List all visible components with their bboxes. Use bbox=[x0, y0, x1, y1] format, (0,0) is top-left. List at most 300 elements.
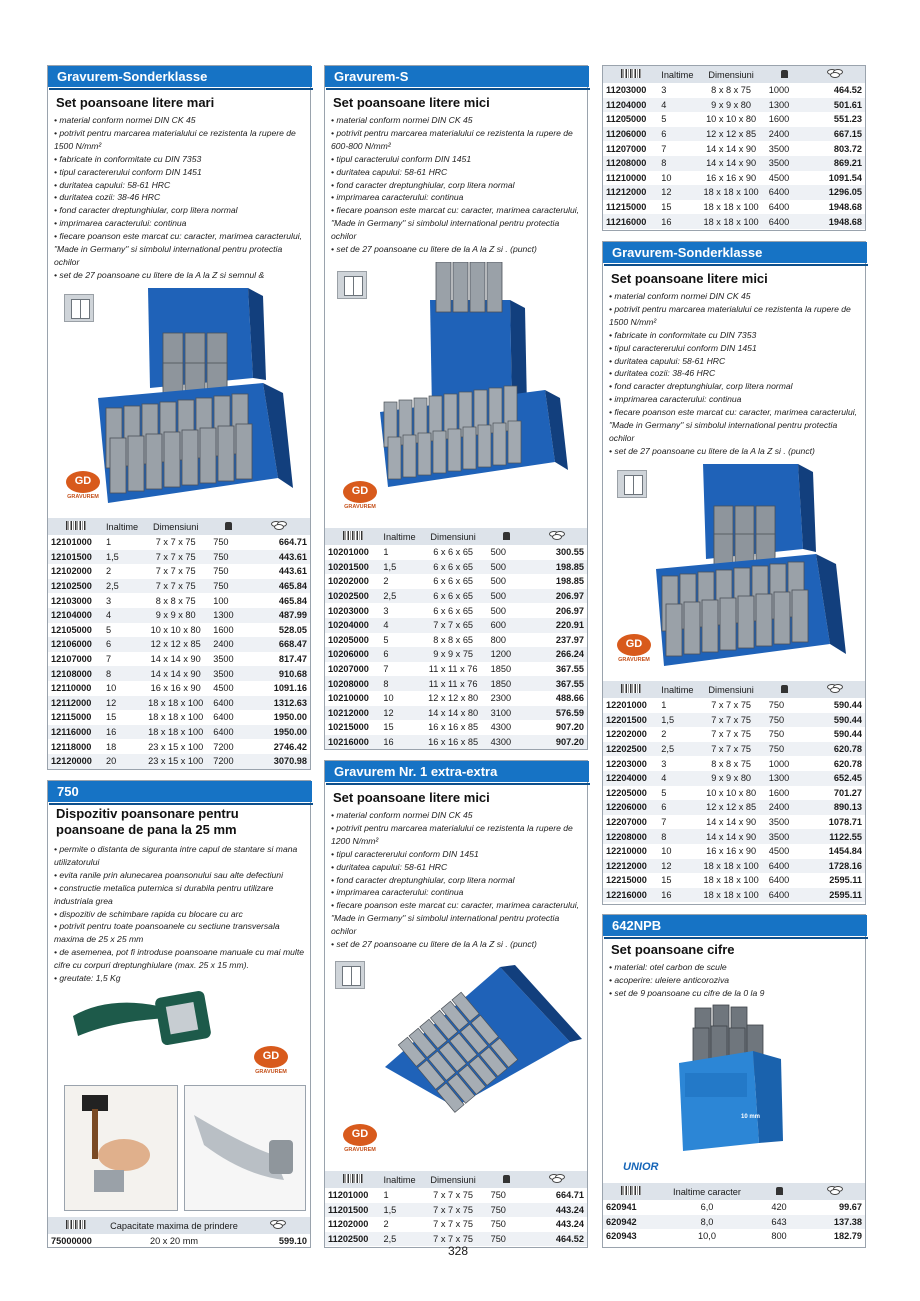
weight-value: 1300 bbox=[766, 98, 803, 113]
product-code: 12101000 bbox=[51, 537, 92, 548]
feature-item: • tipul caractererului conform DIN 1451 bbox=[331, 848, 479, 859]
weight-value: 6400 bbox=[213, 712, 234, 723]
product-code: 11204000 bbox=[603, 98, 658, 113]
feature-item: • set de 9 poansoane cu cifre de la 0 la 9 bbox=[609, 987, 765, 998]
height-value: 7 bbox=[106, 654, 112, 665]
barcode-icon bbox=[343, 1174, 363, 1183]
product-code: 10208000 bbox=[325, 676, 380, 691]
height-value: 1,5 bbox=[380, 560, 418, 575]
section-header: Gravurem-S bbox=[325, 66, 589, 87]
feature-list bbox=[609, 961, 859, 1000]
height-value: 1,5 bbox=[380, 1203, 418, 1218]
dimensions-column-header: Dimensiuni bbox=[696, 66, 765, 83]
page-number: 328 bbox=[448, 1244, 469, 1258]
height-value: 20 bbox=[103, 754, 141, 769]
feature-item: • potrivit pentru marcarea materialului ce rezistenta la rupere de 600-800 N/mm² bbox=[331, 127, 573, 151]
dimensions-value: 12 x 12 x 85 bbox=[696, 127, 765, 142]
product-code: 12205000 bbox=[606, 787, 647, 798]
product-photo-punch-set bbox=[370, 262, 580, 497]
height-value: 10 bbox=[106, 683, 117, 694]
weight-value: 2400 bbox=[766, 127, 803, 142]
table-row bbox=[325, 1217, 587, 1232]
product-code: 12112000 bbox=[48, 696, 103, 711]
dimensions-value: 18 x 18 x 100 bbox=[141, 725, 210, 740]
price-value: 300.55 bbox=[555, 547, 584, 558]
weight-value: 750 bbox=[213, 566, 229, 577]
height-value: 2,5 bbox=[103, 579, 141, 594]
dimensions-value: 6 x 6 x 65 bbox=[433, 576, 474, 587]
price-value: 890.13 bbox=[803, 800, 865, 815]
feature-item: • imprimarea caracterului: continua bbox=[331, 192, 464, 203]
weight-column-header bbox=[488, 528, 525, 545]
weight-icon bbox=[781, 685, 788, 693]
usage-photo-hammer bbox=[64, 1085, 178, 1211]
dimensions-value: 12 x 12 x 85 bbox=[696, 800, 765, 815]
price-value: 488.66 bbox=[555, 693, 584, 704]
price-value: 803.72 bbox=[833, 143, 862, 154]
product-title: Set poansoane litere mici bbox=[611, 271, 768, 286]
feature-item: • material: otel carbon de scule bbox=[609, 962, 727, 972]
weight-value: 6400 bbox=[210, 725, 247, 740]
dimensions-column-header: Dimensiuni bbox=[696, 681, 765, 698]
weight-icon bbox=[776, 1187, 783, 1195]
price-value: 137.38 bbox=[803, 1215, 865, 1230]
price-value: 2746.42 bbox=[273, 741, 307, 752]
weight-value: 750 bbox=[488, 1232, 525, 1247]
product-photo-punch-holder bbox=[68, 976, 268, 1066]
product-code: 12107000 bbox=[51, 654, 92, 665]
product-code: 10207000 bbox=[328, 664, 369, 675]
weight-value: 4300 bbox=[488, 735, 525, 750]
price-value: 576.59 bbox=[525, 706, 587, 721]
coins-icon bbox=[545, 531, 567, 540]
feature-item: • potrivit pentru marcarea materialului ce rezistenta la rupere de 1500 N/mm² bbox=[54, 127, 296, 151]
product-code: 12203000 bbox=[606, 758, 647, 769]
height-value: 16 bbox=[658, 214, 696, 229]
weight-value: 750 bbox=[490, 1190, 506, 1201]
height-value: 2,5 bbox=[380, 589, 418, 604]
table-row bbox=[603, 156, 865, 171]
product-photo-digit-set bbox=[673, 1003, 793, 1153]
price-value: 599.10 bbox=[278, 1236, 307, 1247]
weight-value: 500 bbox=[490, 576, 507, 587]
feature-item: • set de 27 poansoane cu litere de la A la Z si . (punct) bbox=[609, 445, 815, 456]
table-row bbox=[325, 603, 587, 618]
coins-icon bbox=[266, 1220, 288, 1229]
weight-value: 750 bbox=[210, 550, 247, 565]
feature-item: • set de 27 poansoane cu litere de la A la Z si . (punct) bbox=[331, 939, 537, 950]
product-code: 620942 bbox=[603, 1215, 659, 1230]
price-value: 1728.16 bbox=[803, 859, 865, 874]
table-row bbox=[325, 720, 587, 735]
weight-value: 800 bbox=[490, 634, 507, 645]
product-code: 12216000 bbox=[603, 888, 658, 903]
barcode-icon bbox=[621, 69, 641, 78]
weight-value: 1200 bbox=[488, 647, 525, 662]
table-row bbox=[325, 618, 587, 633]
gravurem-logo: GD GRAVUREM bbox=[60, 471, 106, 500]
product-code: 11212000 bbox=[603, 185, 658, 200]
weight-value: 750 bbox=[488, 1203, 525, 1218]
table-row bbox=[325, 647, 587, 662]
price-value: 907.20 bbox=[525, 735, 587, 750]
weight-value: 750 bbox=[768, 700, 785, 711]
price-value: 198.85 bbox=[555, 576, 584, 587]
price-value: 664.71 bbox=[278, 537, 307, 548]
character-height-value: 10,0 bbox=[698, 1231, 716, 1242]
table-row bbox=[48, 666, 310, 681]
dimensions-value: 18 x 18 x 100 bbox=[148, 712, 204, 723]
product-code: 11208000 bbox=[603, 156, 658, 171]
table-row bbox=[48, 637, 310, 652]
table-row bbox=[603, 141, 865, 156]
price-value: 652.45 bbox=[803, 771, 865, 786]
height-value: 18 bbox=[106, 741, 117, 752]
dimensions-value: 16 x 16 x 90 bbox=[150, 683, 201, 694]
product-code: 12207000 bbox=[606, 817, 647, 828]
dimensions-value: 11 x 11 x 76 bbox=[428, 664, 478, 675]
dimensions-value: 16 x 16 x 85 bbox=[419, 735, 488, 750]
dimensions-value: 6 x 6 x 65 bbox=[433, 605, 474, 616]
feature-item: • tipul caracterului conform DIN 1451 bbox=[331, 153, 472, 164]
dimensions-value: 9 x 9 x 75 bbox=[419, 647, 488, 662]
section-642npb bbox=[602, 914, 866, 1248]
feature-item: • duritatea capului: 58-61 HRC bbox=[609, 355, 726, 366]
section-header: Gravurem-Sonderklasse bbox=[603, 242, 867, 263]
height-value: 5 bbox=[661, 114, 667, 125]
height-value: 12 bbox=[658, 859, 696, 874]
product-code: 12210000 bbox=[606, 846, 647, 857]
product-table bbox=[603, 1183, 865, 1244]
weight-icon bbox=[503, 1175, 510, 1183]
feature-item: • fiecare poanson este marcat cu: caracter, marimea caracterului, "Made in Germany" si simbolul international pentru protectia ochilor bbox=[54, 231, 303, 267]
table-row bbox=[48, 579, 310, 594]
height-value: 1 bbox=[661, 700, 667, 711]
height-value: 16 bbox=[380, 735, 418, 750]
height-value: 10 bbox=[661, 846, 672, 857]
feature-item: • fond caracter dreptunghiular, corp litera normal bbox=[54, 205, 238, 216]
table-row bbox=[603, 742, 865, 757]
feature-item: • set de 27 poansoane cu litere de la A la Z si semnul & bbox=[54, 269, 265, 280]
table-row bbox=[603, 98, 865, 113]
feature-list bbox=[331, 809, 581, 951]
dimensions-value: 18 x 18 x 100 bbox=[696, 859, 765, 874]
dimensions-value: 6 x 6 x 65 bbox=[419, 560, 488, 575]
weight-column-header bbox=[766, 66, 803, 83]
product-code: 12202500 bbox=[603, 742, 658, 757]
weight-value: 500 bbox=[488, 560, 525, 575]
price-value: 551.23 bbox=[833, 114, 862, 125]
weight-value: 1600 bbox=[213, 624, 234, 635]
height-column-header: Inaltime bbox=[380, 1171, 418, 1188]
price-value: 182.79 bbox=[833, 1231, 862, 1242]
section-continuation-table bbox=[602, 65, 866, 231]
dimensions-value: 7 x 7 x 75 bbox=[711, 700, 752, 711]
box-size-label: 10 mm bbox=[741, 1114, 761, 1120]
product-code: 12103000 bbox=[51, 595, 92, 606]
table-row bbox=[603, 127, 865, 142]
dimensions-value: 18 x 18 x 100 bbox=[696, 888, 765, 903]
price-value: 910.68 bbox=[247, 666, 310, 681]
dimensions-value: 10 x 10 x 80 bbox=[706, 114, 757, 125]
feature-item: • fond caracter dreptunghiular, corp litera normal bbox=[331, 179, 515, 190]
price-column-header bbox=[247, 518, 310, 535]
coins-icon bbox=[545, 1174, 567, 1183]
product-table bbox=[603, 66, 865, 229]
weight-value: 1600 bbox=[768, 787, 790, 798]
weight-value: 3500 bbox=[766, 829, 803, 844]
price-value: 1122.55 bbox=[803, 829, 865, 844]
height-value: 7 bbox=[661, 143, 667, 154]
product-code: 10215000 bbox=[328, 722, 369, 733]
coins-icon bbox=[823, 684, 845, 693]
height-value: 6 bbox=[380, 647, 418, 662]
price-value: 465.84 bbox=[247, 579, 310, 594]
height-value: 15 bbox=[661, 202, 672, 213]
price-value: 443.61 bbox=[247, 550, 310, 565]
dimensions-value: 18 x 18 x 100 bbox=[703, 202, 759, 213]
product-title-line: poansoane de pana la 25 mm bbox=[56, 822, 237, 837]
character-height-value: 8,0 bbox=[659, 1215, 755, 1230]
product-photo-punch-set bbox=[88, 288, 298, 513]
unior-logo: UNIOR bbox=[623, 1161, 659, 1173]
feature-item: • duritatea cozii: 38-46 HRC bbox=[609, 368, 716, 379]
height-value: 12 bbox=[380, 706, 418, 721]
dimensions-value: 7 x 7 x 75 bbox=[141, 550, 210, 565]
code-column-header bbox=[325, 528, 380, 545]
dimensions-value: 8 x 8 x 65 bbox=[433, 634, 474, 645]
price-value: 367.55 bbox=[555, 664, 584, 675]
product-table bbox=[48, 518, 310, 769]
product-code: 12104000 bbox=[48, 608, 103, 623]
section-header: Gravurem-Sonderklasse bbox=[48, 66, 312, 87]
dimensions-value: 7 x 7 x 75 bbox=[141, 579, 210, 594]
product-code: 620943 bbox=[606, 1231, 637, 1242]
dimensions-column-header: Dimensiuni bbox=[141, 518, 210, 535]
section-gravurem-nr1-extra-extra bbox=[324, 760, 588, 1248]
height-value: 10 bbox=[661, 172, 672, 183]
weight-icon bbox=[503, 532, 510, 540]
feature-item: • tipul caractererului conform DIN 1451 bbox=[609, 342, 757, 353]
table-row bbox=[325, 545, 587, 560]
feature-item: • fiecare poanson este marcat cu: caracter, marimea caracterului, "Made in Germany" si simbolul international pentru protectia ochilor bbox=[609, 407, 858, 443]
dimensions-value: 18 x 18 x 100 bbox=[141, 696, 210, 711]
price-value: 1950.00 bbox=[273, 712, 307, 723]
character-height-column-header: Inaltime caracter bbox=[659, 1183, 755, 1200]
table-row bbox=[603, 829, 865, 844]
weight-value: 750 bbox=[768, 729, 785, 740]
feature-item: • imprimarea caracterului: continua bbox=[54, 218, 187, 229]
height-value: 6 bbox=[103, 637, 141, 652]
weight-value: 1600 bbox=[768, 114, 790, 125]
product-photo-punch-set bbox=[370, 957, 585, 1117]
table-row bbox=[325, 676, 587, 691]
product-code: 10203000 bbox=[328, 605, 369, 616]
product-code: 12206000 bbox=[603, 800, 658, 815]
price-column-header bbox=[803, 66, 865, 83]
height-value: 2,5 bbox=[380, 1232, 418, 1247]
price-value: 3070.98 bbox=[247, 754, 310, 769]
height-value: 5 bbox=[383, 634, 389, 645]
product-title: Set poansoane litere mici bbox=[333, 95, 490, 110]
price-value: 701.27 bbox=[833, 787, 862, 798]
height-value: 4 bbox=[658, 98, 696, 113]
weight-value: 4500 bbox=[768, 172, 790, 183]
dimensions-value: 14 x 14 x 90 bbox=[696, 156, 765, 171]
weight-value: 750 bbox=[490, 1219, 506, 1230]
weight-value: 3500 bbox=[213, 654, 234, 665]
dimensions-value: 9 x 9 x 80 bbox=[141, 608, 210, 623]
feature-item: • material conform normei DIN CK 45 bbox=[331, 115, 473, 125]
height-value: 3 bbox=[106, 595, 112, 606]
height-value: 16 bbox=[103, 725, 141, 740]
product-code: 10205000 bbox=[328, 634, 369, 645]
height-value: 5 bbox=[106, 624, 112, 635]
price-value: 1091.16 bbox=[273, 683, 307, 694]
table-row bbox=[603, 214, 865, 229]
dimensions-value: 16 x 16 x 90 bbox=[706, 172, 757, 183]
table-row bbox=[603, 185, 865, 200]
dimensions-value: 14 x 14 x 90 bbox=[706, 143, 757, 154]
table-row bbox=[603, 1229, 865, 1244]
table-row bbox=[603, 1215, 865, 1230]
product-code: 12101500 bbox=[48, 550, 103, 565]
product-code: 11202000 bbox=[328, 1219, 369, 1230]
price-value: 220.91 bbox=[525, 618, 587, 633]
feature-item: • de asemenea, pot fi introduse poansoane manuale cu mai multe cifre cu corpuri dreptunghiulare (max. 25 x 15 mm). bbox=[54, 947, 304, 971]
height-value: 2 bbox=[661, 729, 667, 740]
weight-value: 7200 bbox=[213, 741, 234, 752]
weight-value: 1850 bbox=[490, 664, 512, 675]
coins-icon bbox=[267, 521, 289, 530]
weight-value: 500 bbox=[488, 589, 525, 604]
height-value: 5 bbox=[661, 787, 667, 798]
product-code: 12108000 bbox=[48, 666, 103, 681]
product-code: 10202000 bbox=[328, 576, 369, 587]
product-code: 10212000 bbox=[325, 706, 380, 721]
price-value: 664.71 bbox=[555, 1190, 584, 1201]
code-column-header bbox=[603, 1183, 659, 1200]
character-sample-icon bbox=[335, 961, 365, 989]
dimensions-value: 10 x 10 x 80 bbox=[706, 787, 757, 798]
dimensions-column-header: Dimensiuni bbox=[419, 528, 488, 545]
price-value: 443.24 bbox=[525, 1203, 587, 1218]
weight-value: 1300 bbox=[766, 771, 803, 786]
product-table bbox=[325, 528, 587, 749]
dimensions-column-header: Dimensiuni bbox=[419, 1171, 488, 1188]
product-code: 12201000 bbox=[606, 700, 647, 711]
table-row bbox=[48, 593, 310, 608]
weight-value: 643 bbox=[755, 1215, 803, 1230]
table-row bbox=[603, 815, 865, 830]
price-value: 501.61 bbox=[803, 98, 865, 113]
height-value: 1 bbox=[383, 1190, 389, 1201]
weight-column-header bbox=[210, 518, 247, 535]
weight-value: 1850 bbox=[488, 676, 525, 691]
price-value: 367.55 bbox=[525, 676, 587, 691]
price-column-header bbox=[525, 528, 587, 545]
price-column-header bbox=[525, 1171, 587, 1188]
dimensions-value: 16 x 16 x 85 bbox=[428, 722, 479, 733]
price-column-header bbox=[244, 1217, 310, 1234]
feature-item: • imprimarea caracterului: continua bbox=[609, 394, 742, 405]
height-value: 8 bbox=[380, 676, 418, 691]
section-header: 750 bbox=[48, 781, 312, 802]
feature-item: • duritatea capului: 58-61 HRC bbox=[331, 861, 448, 872]
product-photo-punch-set bbox=[648, 464, 858, 674]
weight-value: 6400 bbox=[766, 859, 803, 874]
dimensions-value: 7 x 7 x 75 bbox=[433, 1219, 474, 1230]
feature-item: • permite o distanta de siguranta intre capul de stantare si mana utilizatorului bbox=[54, 844, 298, 867]
height-value: 3 bbox=[383, 605, 389, 616]
dimensions-value: 7 x 7 x 75 bbox=[433, 1190, 474, 1201]
barcode-icon bbox=[621, 684, 641, 693]
height-value: 12 bbox=[103, 696, 141, 711]
weight-value: 4300 bbox=[490, 722, 512, 733]
product-code: 12102000 bbox=[51, 566, 92, 577]
feature-item: • dispozitiv de schimbare rapida cu blocare cu arc bbox=[54, 908, 243, 919]
product-table bbox=[48, 1217, 310, 1249]
dimensions-value: 6 x 6 x 65 bbox=[419, 589, 488, 604]
weight-icon bbox=[225, 522, 232, 530]
feature-item: • fiecare poanson este marcat cu: caracter, marimea caracterului, "Made in Germany" si simbolul international pentru protectia ochilor bbox=[331, 900, 580, 937]
product-code: 12120000 bbox=[48, 754, 103, 769]
table-row bbox=[325, 574, 587, 589]
dimensions-value: 6 x 6 x 65 bbox=[433, 547, 474, 558]
dimensions-value: 7 x 7 x 75 bbox=[696, 713, 765, 728]
weight-value: 4500 bbox=[213, 683, 234, 694]
dimensions-value: 12 x 12 x 80 bbox=[428, 693, 479, 704]
dimensions-value: 8 x 8 x 75 bbox=[711, 85, 752, 96]
table-row bbox=[603, 727, 865, 742]
gravurem-logo: GD GRAVUREM bbox=[337, 481, 383, 510]
table-row bbox=[48, 754, 310, 769]
code-column-header bbox=[325, 1171, 380, 1188]
product-code: 12208000 bbox=[603, 829, 658, 844]
price-value: 1948.68 bbox=[828, 202, 862, 213]
weight-value: 1000 bbox=[768, 85, 790, 96]
feature-item: • tipul caractererului conform DIN 1451 bbox=[54, 166, 202, 177]
dimensions-value: 18 x 18 x 100 bbox=[696, 185, 765, 200]
price-value: 1091.54 bbox=[828, 172, 862, 183]
product-title: Set poansoane litere mari bbox=[56, 95, 215, 110]
price-value: 99.67 bbox=[839, 1202, 862, 1213]
dimensions-value: 7 x 7 x 65 bbox=[419, 618, 488, 633]
product-code: 11206000 bbox=[603, 127, 658, 142]
dimensions-value: 14 x 14 x 80 bbox=[419, 706, 488, 721]
weight-value: 2400 bbox=[766, 800, 803, 815]
table-row bbox=[603, 713, 865, 728]
dimensions-value: 7 x 7 x 75 bbox=[155, 537, 196, 548]
character-sample-icon bbox=[617, 470, 647, 498]
price-value: 590.44 bbox=[833, 700, 862, 711]
height-value: 2 bbox=[106, 566, 112, 577]
table-row bbox=[603, 171, 865, 186]
price-value: 2595.11 bbox=[803, 888, 865, 903]
product-code: 620941 bbox=[606, 1202, 637, 1213]
feature-list bbox=[54, 114, 304, 282]
feature-list bbox=[609, 290, 859, 458]
product-table bbox=[603, 681, 865, 902]
weight-value: 3100 bbox=[488, 706, 525, 721]
code-column-header bbox=[603, 681, 658, 698]
dimensions-value: 14 x 14 x 90 bbox=[150, 654, 201, 665]
price-value: 1078.71 bbox=[828, 817, 862, 828]
section-750-punch-holder bbox=[47, 780, 311, 1248]
height-value: 1,5 bbox=[103, 550, 141, 565]
weight-column-header bbox=[755, 1183, 803, 1200]
height-value: 2 bbox=[383, 576, 389, 587]
